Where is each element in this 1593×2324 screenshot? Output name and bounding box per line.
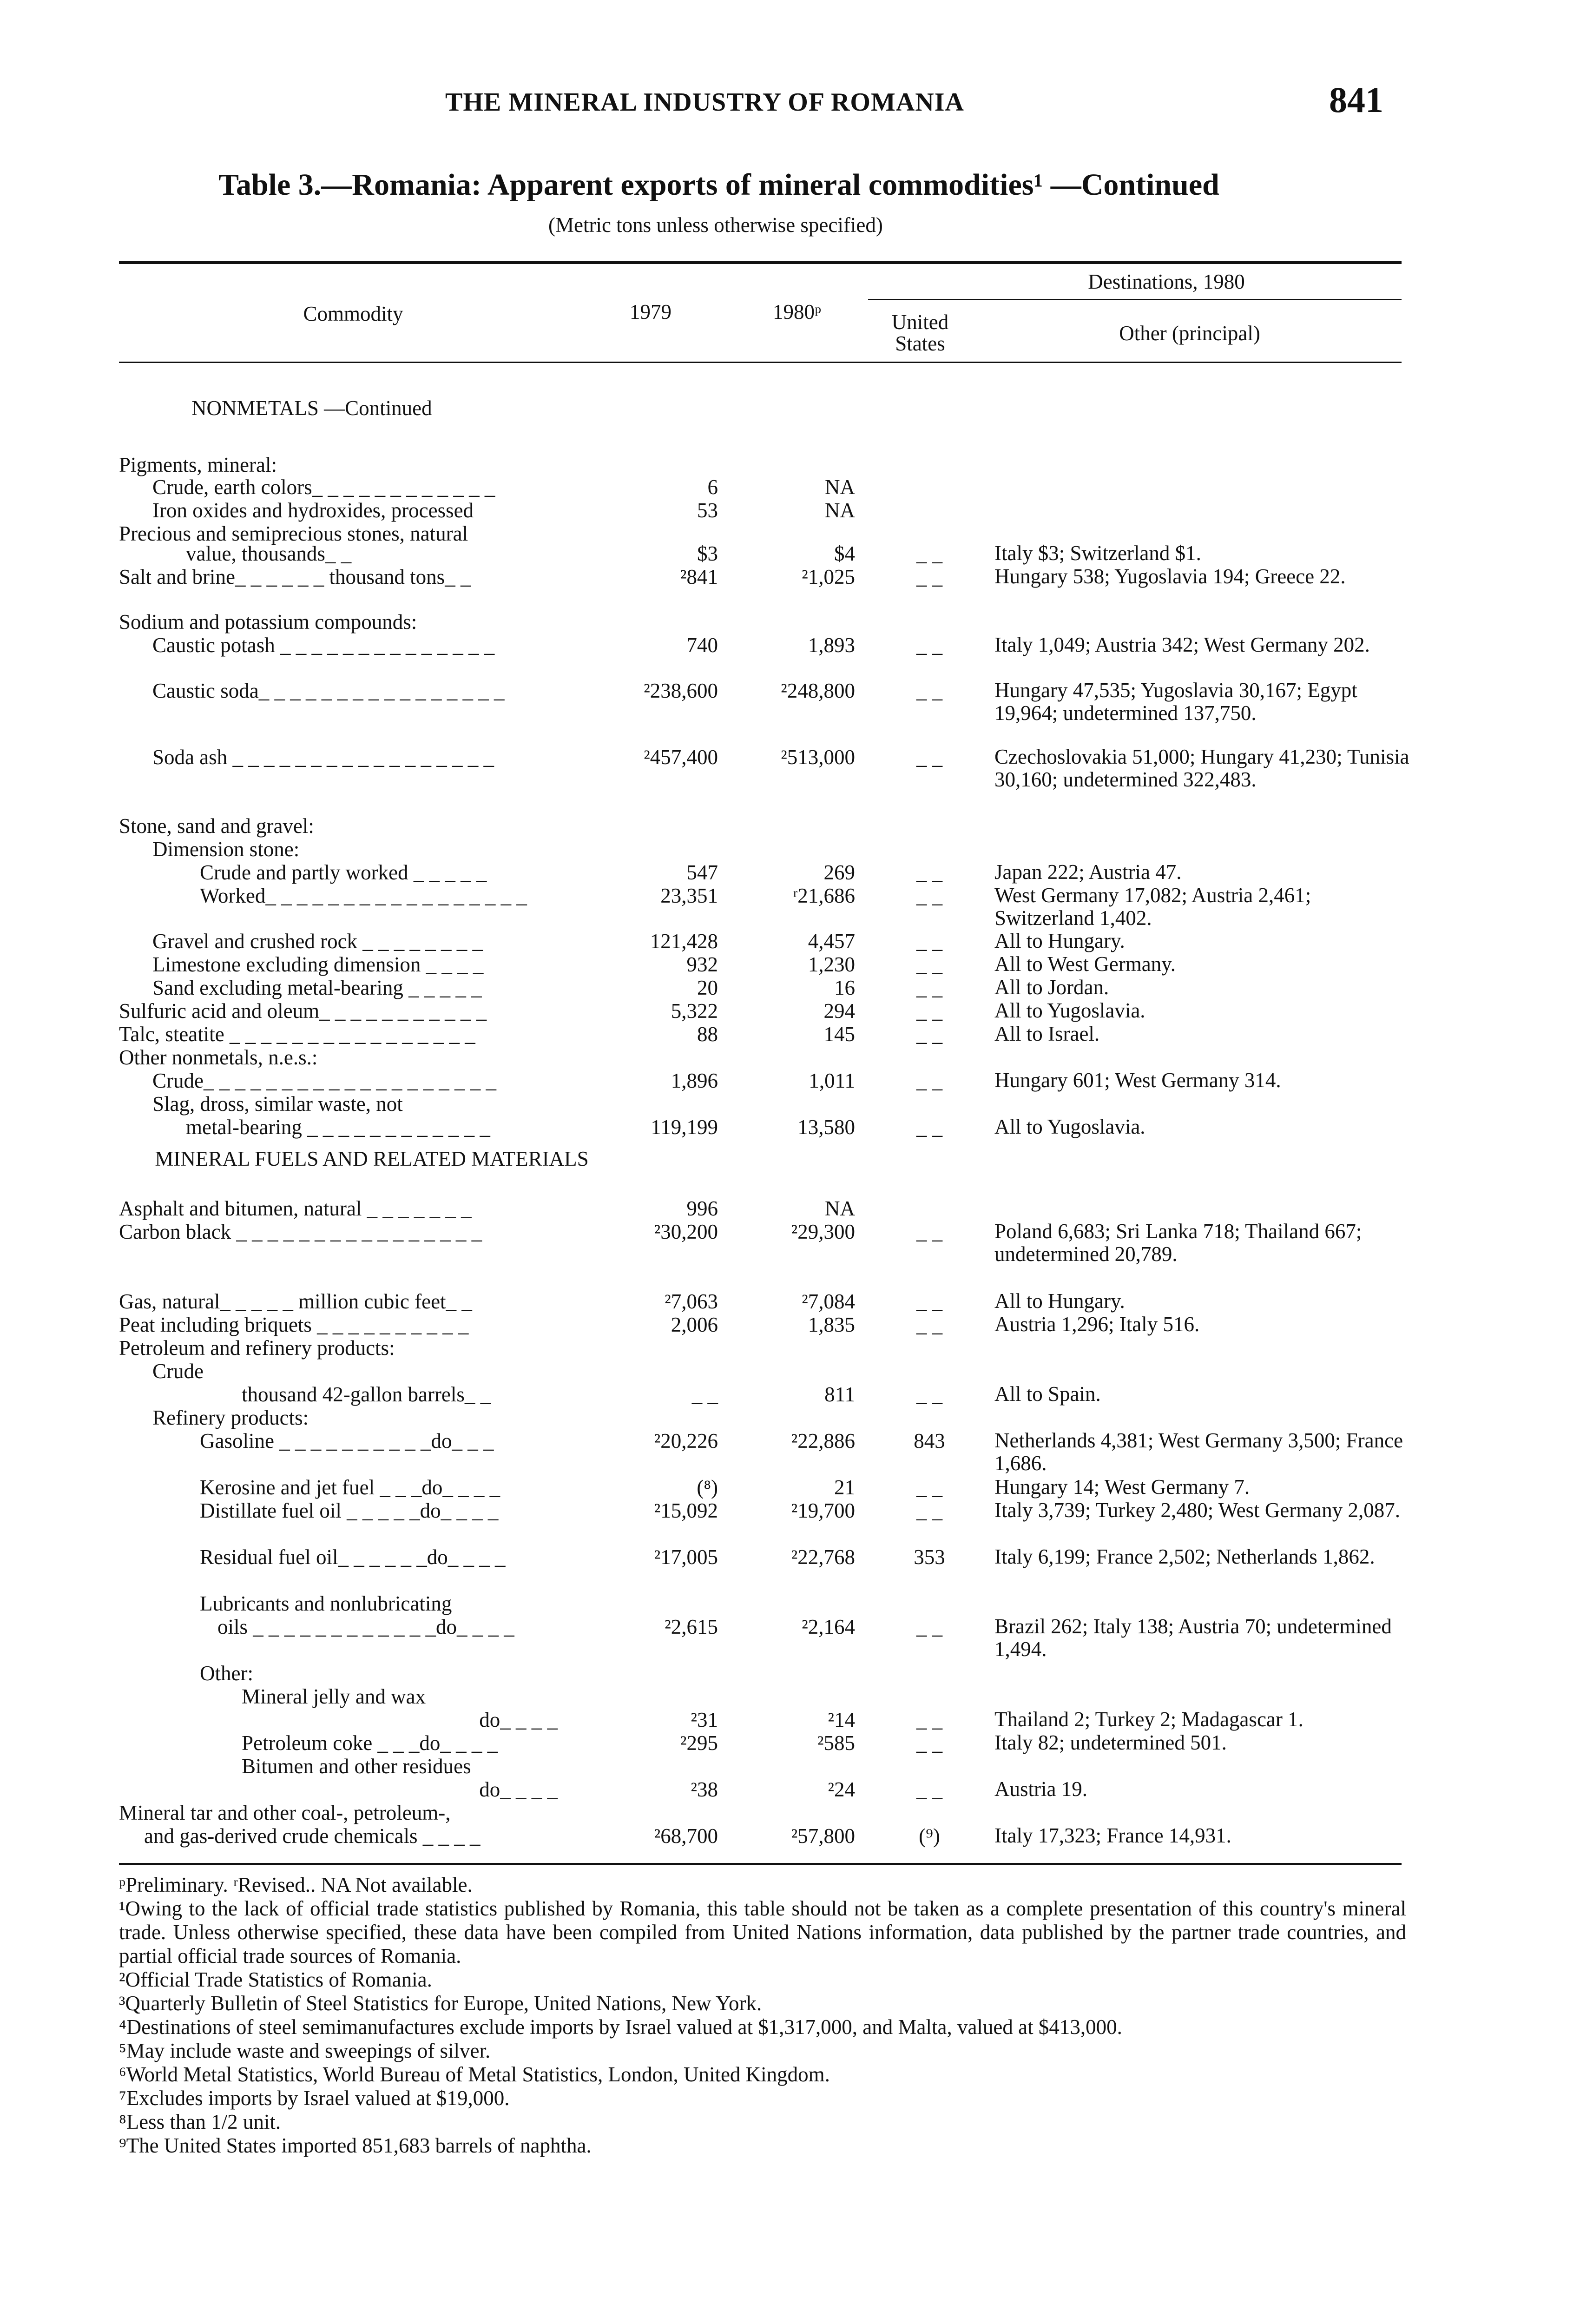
value-1979-cell: _ _ — [691, 1383, 718, 1406]
value-1980-cell: 1,230 — [808, 953, 855, 976]
commodity-cell: do_ _ _ _ — [479, 1708, 558, 1731]
value-1980-cell: ²1,025 — [802, 565, 855, 588]
bottom-rule — [119, 1863, 1402, 1865]
united-states-cell: 843 — [914, 1429, 945, 1452]
united-states-cell: _ _ — [916, 1476, 943, 1499]
other-destinations-cell: Brazil 262; Italy 138; Austria 70; undetermined 1,494. — [994, 1615, 1392, 1661]
commodity-cell: Slag, dross, similar waste, not — [152, 1092, 403, 1116]
other-destinations-cell: Italy 3,739; Turkey 2,480; West Germany 2,087. — [994, 1499, 1400, 1522]
commodity-cell: Peat including briquets _ _ _ _ _ _ _ _ _ _ — [119, 1313, 469, 1336]
united-states-cell: _ _ — [916, 679, 943, 702]
col-1979: 1979 — [630, 300, 671, 324]
united-states-cell: _ _ — [916, 1313, 943, 1336]
commodity-cell: Dimension stone: — [152, 838, 300, 861]
commodity-cell: value, thousands_ _ — [186, 542, 352, 565]
other-destinations-cell: Italy 17,323; France 14,931. — [994, 1824, 1231, 1847]
commodity-cell: Worked_ _ _ _ _ _ _ _ _ _ _ _ _ _ _ _ _ — [200, 884, 527, 907]
united-states-cell: _ _ — [916, 1499, 943, 1522]
commodity-cell: Pigments, mineral: — [119, 453, 277, 476]
value-1980-cell: ²22,886 — [791, 1429, 855, 1452]
running-head: THE MINERAL INDUSTRY OF ROMANIA — [445, 88, 964, 117]
other-destinations-cell: Hungary 47,535; Yugoslavia 30,167; Egypt 19,964; undetermined 137,750. — [994, 679, 1357, 725]
value-1979-cell: 740 — [686, 634, 718, 657]
commodity-cell: metal-bearing _ _ _ _ _ _ _ _ _ _ _ _ — [186, 1116, 490, 1139]
value-1980-cell: ²19,700 — [791, 1499, 855, 1522]
value-1980-cell: ²22,768 — [791, 1545, 855, 1569]
section-mineral-fuels-text: MINERAL FUELS AND RELATED MATERIALS — [155, 1147, 589, 1170]
footnote: ⁶World Metal Statistics, World Bureau of Metal Statistics, London, United Kingdom. — [119, 2063, 830, 2086]
footnotes — [119, 1873, 1406, 2158]
footnote: ⁸Less than 1/2 unit. — [119, 2110, 281, 2133]
other-destinations-cell: Japan 222; Austria 47. — [994, 860, 1182, 884]
commodity-cell: Other nonmetals, n.e.s.: — [119, 1046, 318, 1069]
other-destinations-cell: All to Jordan. — [994, 976, 1109, 999]
value-1979-cell: 1,896 — [671, 1069, 718, 1092]
united-states-cell: 353 — [914, 1545, 945, 1569]
header-bottom-rule — [119, 362, 1402, 363]
commodity-cell: Talc, steatite _ _ _ _ _ _ _ _ _ _ _ _ _ _ _ _ — [119, 1023, 475, 1046]
value-1980-cell: ʳ21,686 — [793, 884, 855, 907]
commodity-cell: Gravel and crushed rock _ _ _ _ _ _ _ _ — [152, 930, 483, 953]
commodity-cell: Asphalt and bitumen, natural _ _ _ _ _ _ _ — [119, 1197, 472, 1220]
commodity-cell: Caustic potash _ _ _ _ _ _ _ _ _ _ _ _ _ _ — [152, 634, 495, 657]
value-1979-cell: 6 — [707, 475, 718, 499]
value-1979-cell: 23,351 — [660, 884, 718, 907]
value-1980-cell: ²14 — [828, 1708, 855, 1731]
united-states-cell: (⁹) — [919, 1824, 940, 1848]
value-1979-cell: ²2,615 — [665, 1615, 718, 1638]
commodity-cell: oils _ _ _ _ _ _ _ _ _ _ _ _do_ _ _ _ — [217, 1615, 514, 1638]
commodity-cell: Sulfuric acid and oleum_ _ _ _ _ _ _ _ _ _ _ — [119, 999, 487, 1023]
footnote: ³Quarterly Bulletin of Steel Statistics for Europe, United Nations, New York. — [119, 1992, 762, 2015]
united-states-cell: _ _ — [916, 1069, 943, 1092]
other-destinations-cell: All to Yugoslavia. — [994, 999, 1145, 1022]
value-1979-cell: (⁸) — [697, 1476, 718, 1499]
other-destinations-cell: Italy 6,199; France 2,502; Netherlands 1,862. — [994, 1545, 1375, 1568]
value-1979-cell: $3 — [697, 542, 718, 565]
value-1980-cell: 13,580 — [797, 1116, 855, 1139]
commodity-cell: Sodium and potassium compounds: — [119, 610, 417, 634]
value-1980-cell: ²2,164 — [802, 1615, 855, 1638]
united-states-cell: _ _ — [916, 1615, 943, 1638]
value-1979-cell: ²7,063 — [665, 1290, 718, 1313]
other-destinations-cell: Italy 1,049; Austria 342; West Germany 202. — [994, 633, 1370, 656]
commodity-cell: thousand 42-gallon barrels_ _ — [242, 1383, 491, 1406]
commodity-cell: Petroleum and refinery products: — [119, 1336, 395, 1360]
table-title: Table 3.—Romania: Apparent exports of mineral commodities¹ —Continued — [218, 168, 1219, 202]
value-1980-cell: 811 — [824, 1383, 855, 1406]
commodity-cell: Mineral jelly and wax — [242, 1685, 426, 1708]
destinations-rule — [868, 299, 1402, 300]
commodity-cell: Lubricants and nonlubricating — [200, 1592, 452, 1615]
united-states-cell: _ _ — [916, 634, 943, 657]
united-states-cell: _ _ — [916, 1116, 943, 1139]
col-other-principal: Other (principal) — [1119, 322, 1260, 345]
section-mineral-fuels — [149, 1147, 595, 1170]
value-1980-cell: NA — [825, 499, 855, 522]
col-united-states: United States — [891, 310, 949, 355]
united-states-cell: _ _ — [916, 1708, 943, 1731]
united-states-cell: _ _ — [916, 861, 943, 884]
other-destinations-cell: Hungary 601; West Germany 314. — [994, 1069, 1281, 1092]
united-states-cell: _ _ — [916, 565, 943, 588]
other-destinations-cell: West Germany 17,082; Austria 2,461; Switzerland 1,402. — [994, 884, 1311, 930]
united-states-cell: _ _ — [916, 542, 943, 565]
page-number: 841 — [1329, 79, 1383, 120]
other-destinations-cell: Poland 6,683; Sri Lanka 718; Thailand 667; undetermined 20,789. — [994, 1220, 1362, 1266]
united-states-cell: _ _ — [916, 1023, 943, 1046]
commodity-cell: Crude, earth colors_ _ _ _ _ _ _ _ _ _ _ _ — [152, 475, 495, 499]
other-destinations-cell: Hungary 538; Yugoslavia 194; Greece 22. — [994, 565, 1346, 588]
value-1979-cell: ²15,092 — [654, 1499, 718, 1522]
value-1980-cell: $4 — [834, 542, 855, 565]
col-commodity: Commodity — [303, 302, 403, 325]
value-1980-cell: 16 — [834, 976, 855, 999]
value-1980-cell: ²29,300 — [791, 1220, 855, 1243]
value-1979-cell: 5,322 — [671, 999, 718, 1023]
commodity-cell: Kerosine and jet fuel _ _ _do_ _ _ _ — [200, 1476, 500, 1499]
other-destinations-cell: All to Yugoslavia. — [994, 1115, 1145, 1138]
commodity-cell: Precious and semiprecious stones, natural — [119, 522, 468, 545]
value-1980-cell: 1,835 — [808, 1313, 855, 1336]
commodity-cell: Petroleum coke _ _ _do_ _ _ _ — [242, 1731, 498, 1755]
other-destinations-cell: All to Spain. — [994, 1382, 1101, 1406]
value-1979-cell: ²68,700 — [654, 1824, 718, 1848]
commodity-cell: Residual fuel oil_ _ _ _ _ _do_ _ _ _ — [200, 1545, 506, 1569]
value-1980-cell: 145 — [823, 1023, 855, 1046]
value-1980-cell: NA — [825, 475, 855, 499]
value-1979-cell: ²17,005 — [654, 1545, 718, 1569]
value-1980-cell: 1,011 — [809, 1069, 855, 1092]
value-1980-cell: ²248,800 — [781, 679, 855, 702]
value-1980-cell: 294 — [823, 999, 855, 1023]
commodity-cell: and gas-derived crude chemicals _ _ _ _ — [144, 1824, 481, 1848]
united-states-cell: _ _ — [916, 1778, 943, 1801]
value-1980-cell: ²585 — [817, 1731, 855, 1755]
value-1980-cell: ²57,800 — [791, 1824, 855, 1848]
other-destinations-cell: Hungary 14; West Germany 7. — [994, 1475, 1250, 1499]
other-destinations-cell: Italy $3; Switzerland $1. — [994, 541, 1201, 565]
other-destinations-cell: Italy 82; undetermined 501. — [994, 1731, 1227, 1754]
value-1980-cell: ²513,000 — [781, 746, 855, 769]
commodity-cell: Crude and partly worked _ _ _ _ _ — [200, 861, 487, 884]
value-1980-cell: 21 — [834, 1476, 855, 1499]
commodity-cell: Caustic soda_ _ _ _ _ _ _ _ _ _ _ _ _ _ _ _ — [152, 679, 505, 702]
value-1979-cell: 88 — [697, 1023, 718, 1046]
commodity-cell: Crude — [152, 1360, 204, 1383]
commodity-cell: Gas, natural_ _ _ _ _ million cubic feet_ _ — [119, 1290, 472, 1313]
value-1979-cell: ²238,600 — [644, 679, 718, 702]
footnote: ᵖPreliminary. ʳRevised.. NA Not available. — [119, 1873, 473, 1896]
united-states-cell: _ _ — [916, 1731, 943, 1755]
top-rule — [119, 261, 1402, 264]
commodity-cell: Carbon black _ _ _ _ _ _ _ _ _ _ _ _ _ _ _ _ — [119, 1220, 482, 1243]
united-states-cell: _ _ — [916, 746, 943, 769]
value-1979-cell: 2,006 — [671, 1313, 718, 1336]
united-states-cell: _ _ — [916, 1383, 943, 1406]
other-destinations-cell: Austria 1,296; Italy 516. — [994, 1313, 1200, 1336]
value-1980-cell: 4,457 — [808, 930, 855, 953]
value-1979-cell: 20 — [697, 976, 718, 999]
commodity-cell: Gasoline _ _ _ _ _ _ _ _ _ _do_ _ _ — [200, 1429, 494, 1452]
footnote: ⁷Excludes imports by Israel valued at $19,000. — [119, 2086, 510, 2110]
commodity-cell: Other: — [200, 1662, 253, 1685]
value-1980-cell: ²24 — [828, 1778, 855, 1801]
value-1980-cell: 1,893 — [808, 634, 855, 657]
other-destinations-cell: All to Hungary. — [994, 929, 1125, 952]
other-destinations-cell: Czechoslovakia 51,000; Hungary 41,230; Tunisia 30,160; undetermined 322,483. — [994, 745, 1409, 791]
value-1979-cell: ²295 — [680, 1731, 718, 1755]
commodity-cell: do_ _ _ _ — [479, 1778, 558, 1801]
col-destinations: Destinations, 1980 — [1088, 270, 1245, 293]
footnote: ¹Owing to the lack of official trade statistics published by Romania, this table should not be taken as a complete presentation of this country's mineral trade. Unless otherwise specified, these data have been compiled from United Nations information, data published by the partner trade countries, and partial official trade sources of Romania. — [119, 1897, 1406, 1967]
commodity-cell: Salt and brine_ _ _ _ _ _ thousand tons_ _ — [119, 565, 471, 588]
other-destinations-cell: All to West Germany. — [994, 952, 1176, 976]
value-1979-cell: 53 — [697, 499, 718, 522]
value-1979-cell: ²841 — [680, 565, 718, 588]
united-states-cell: _ _ — [916, 953, 943, 976]
value-1979-cell: ²38 — [691, 1778, 718, 1801]
value-1979-cell: 119,199 — [651, 1116, 718, 1139]
footnote: ²Official Trade Statistics of Romania. — [119, 1968, 432, 1991]
commodity-cell: Refinery products: — [152, 1406, 309, 1429]
united-states-cell: _ _ — [916, 1290, 943, 1313]
commodity-cell: Bitumen and other residues — [242, 1755, 471, 1778]
value-1979-cell: ²20,226 — [654, 1429, 718, 1452]
footnote: ⁵May include waste and sweepings of silver. — [119, 2039, 491, 2062]
united-states-cell: _ _ — [916, 1220, 943, 1243]
footnote: ⁴Destinations of steel semimanufactures exclude imports by Israel valued at $1,317,000, and Malta, valued at $413,000. — [119, 2015, 1122, 2039]
commodity-cell: Sand excluding metal-bearing _ _ _ _ _ — [152, 976, 482, 999]
value-1979-cell: 121,428 — [650, 930, 718, 953]
other-destinations-cell: All to Hungary. — [994, 1289, 1125, 1313]
united-states-cell: _ _ — [916, 884, 943, 907]
commodity-cell: Iron oxides and hydroxides, processed — [152, 499, 474, 522]
section-nonmetals: NONMETALS —Continued — [191, 396, 432, 420]
other-destinations-cell: All to Israel. — [994, 1022, 1100, 1045]
commodity-cell: Stone, sand and gravel: — [119, 814, 314, 838]
value-1980-cell: NA — [825, 1197, 855, 1220]
commodity-cell: Distillate fuel oil _ _ _ _ _do_ _ _ _ — [200, 1499, 499, 1522]
commodity-cell: Mineral tar and other coal-, petroleum-, — [119, 1801, 451, 1824]
other-destinations-cell: Netherlands 4,381; West Germany 3,500; France 1,686. — [994, 1429, 1403, 1475]
other-destinations-cell: Austria 19. — [994, 1777, 1087, 1801]
table-subtitle: (Metric tons unless otherwise specified) — [548, 213, 883, 237]
value-1979-cell: ²31 — [691, 1708, 718, 1731]
value-1980-cell: ²7,084 — [802, 1290, 855, 1313]
united-states-cell: _ _ — [916, 976, 943, 999]
united-states-cell: _ _ — [916, 930, 943, 953]
commodity-cell: Soda ash _ _ _ _ _ _ _ _ _ _ _ _ _ _ _ _ _ — [152, 746, 494, 769]
commodity-cell: Crude_ _ _ _ _ _ _ _ _ _ _ _ _ _ _ _ _ _ _ — [152, 1069, 496, 1092]
commodity-cell: Limestone excluding dimension _ _ _ _ — [152, 953, 484, 976]
value-1979-cell: 996 — [686, 1197, 718, 1220]
value-1979-cell: ²30,200 — [654, 1220, 718, 1243]
value-1979-cell: 547 — [686, 861, 718, 884]
united-states-cell: _ _ — [916, 999, 943, 1023]
value-1979-cell: 932 — [686, 953, 718, 976]
value-1979-cell: ²457,400 — [644, 746, 718, 769]
footnote: ⁹The United States imported 851,683 barrels of naphtha. — [119, 2134, 592, 2157]
other-destinations-cell: Thailand 2; Turkey 2; Madagascar 1. — [994, 1708, 1303, 1731]
value-1980-cell: 269 — [823, 861, 855, 884]
col-1980: 1980ᵖ — [773, 300, 821, 324]
